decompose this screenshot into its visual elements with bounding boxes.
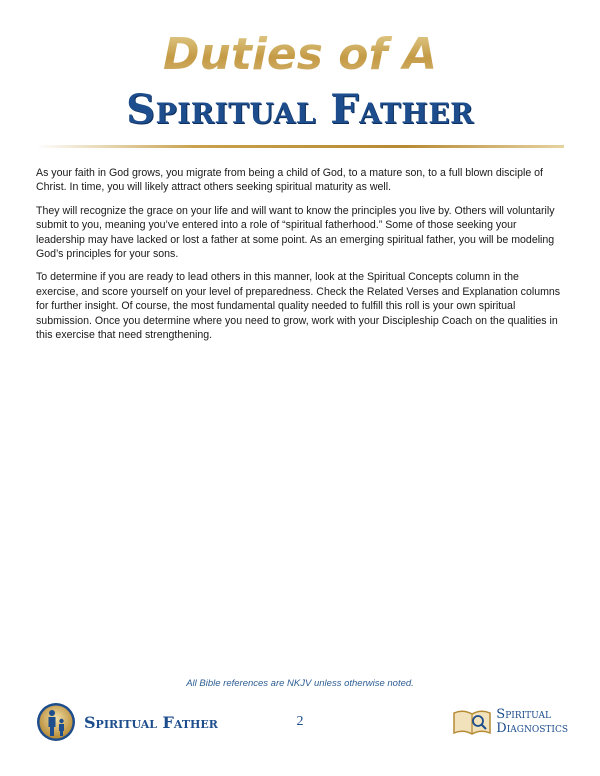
paragraph-3: To determine if you are ready to lead others in this manner, look at the Spiritual Concepts column in the exercise, and score yourself on your level of preparedness. Check the Related Verses and Explanation columns for further insight. Of course, the most fundamental quality needed to fulfill this roll is your own spiritual submission. Once you determine where you need to grow, work with your Discipleship Coach on the qualities in this exercise that need strengthening.	[36, 271, 561, 342]
page-title-top: Duties of A	[0, 30, 600, 80]
paragraph-2: They will recognize the grace on your life and will want to know the principles you live by. Others will voluntarily submit to you, meaning you’ve entered into a role of “spiritual fatherhood.” Some of those seeking your leadership may have lacked or lost a father at some point. As an emerging spiritual father, you will be modeling God’s principles for your sons.	[36, 204, 555, 261]
paragraph-1: As your faith in God grows, you migrate from being a child of God, to a mature son, to a full blown disciple of Christ. In time, you will likely attract others seeking spiritual maturity as well.	[36, 167, 543, 194]
footer-left-title: Spiritual Father	[84, 712, 218, 732]
page-title-main: Spiritual Father	[126, 86, 474, 133]
footer-right-line2: Diagnostics	[496, 721, 568, 736]
page-number: 2	[296, 714, 304, 729]
title-divider	[36, 145, 564, 148]
open-book-magnifier-icon	[452, 707, 492, 737]
footer-right-line1: Spiritual	[496, 707, 551, 722]
footer-right-logo	[452, 700, 568, 744]
footer-right-title	[496, 708, 568, 736]
bible-reference-note: All Bible references are NKJV unless otherwise noted.	[186, 678, 414, 689]
body-text	[36, 166, 564, 351]
